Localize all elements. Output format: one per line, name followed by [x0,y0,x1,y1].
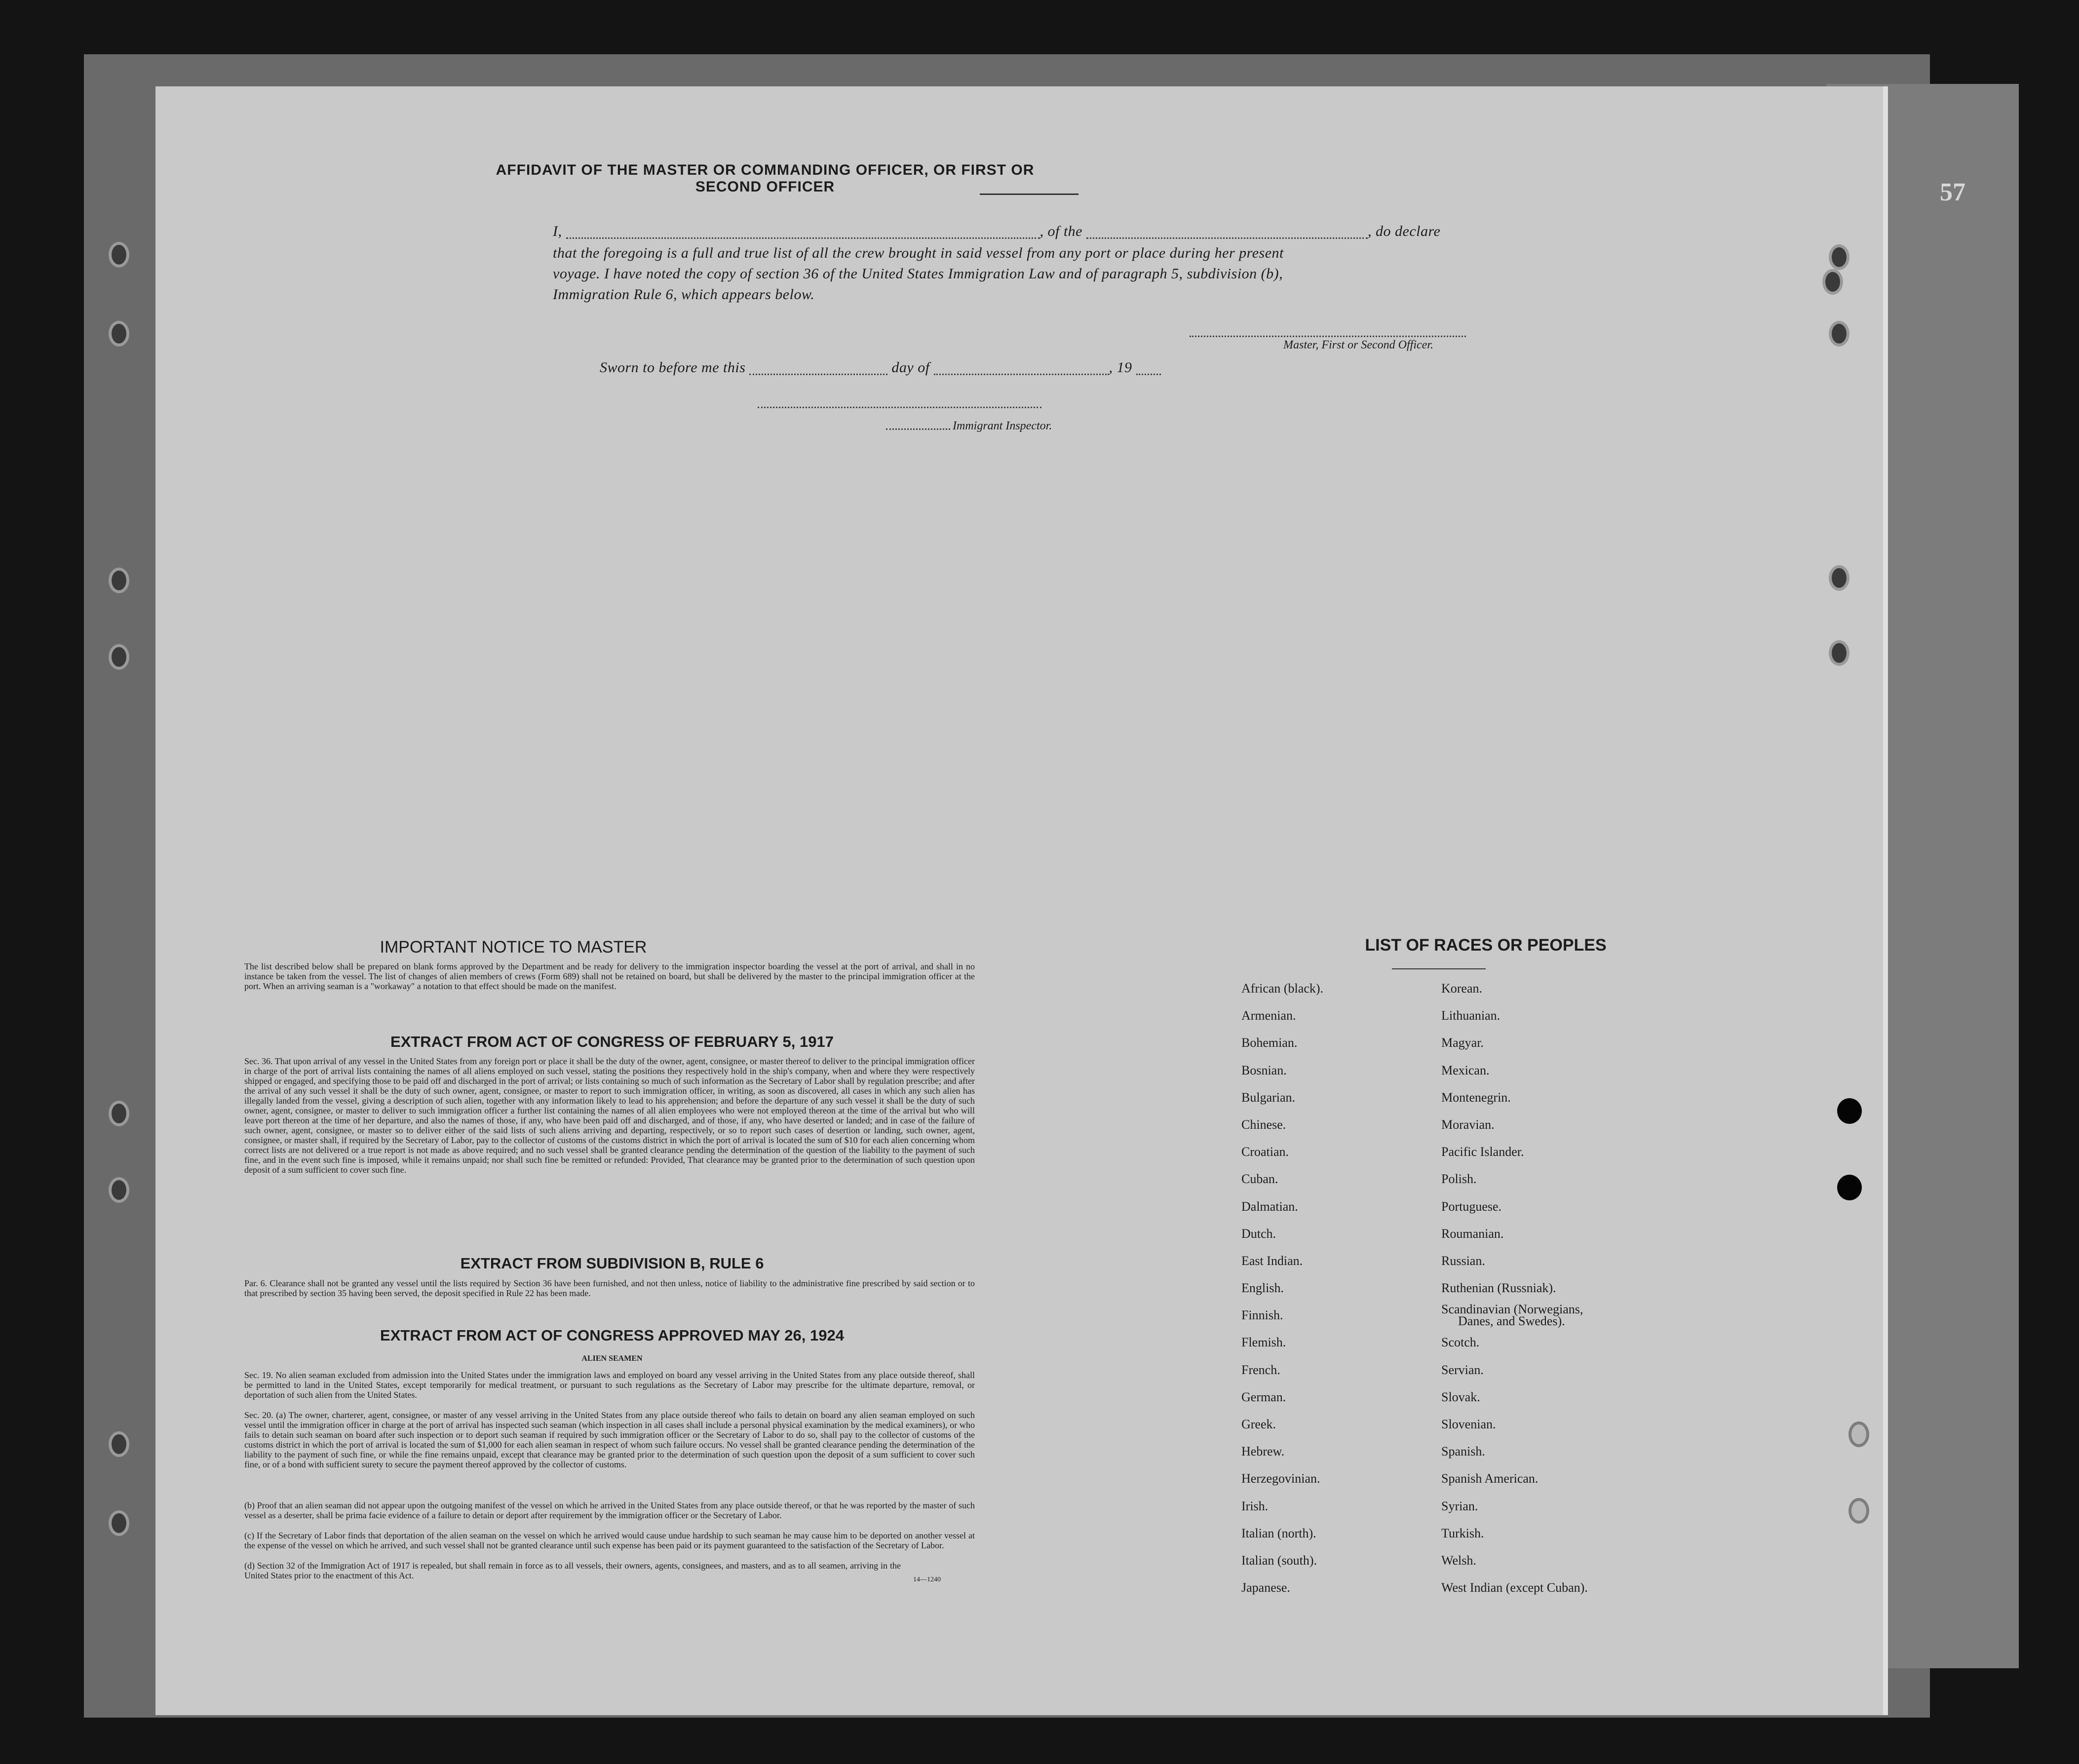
binder-hole-icon [109,644,129,670]
binder-hole-icon [109,242,129,268]
race-item: Welsh. [1441,1553,1476,1568]
races-title: LIST OF RACES OR PEOPLES [1365,936,1607,955]
race-item: Dutch. [1241,1226,1276,1241]
inspector-signature-line [758,407,1041,408]
rule-6-text: Par. 6. Clearance shall not be granted any vessel until the lists required by Section 36 have been furnished, and not then unless, notice of liability to the administrative fine prescribed by said section or to that prescribed by section 35 having been served, the deposit specified in Rule 22 has been made. [244,1278,975,1298]
binder-hole-icon [1829,640,1849,666]
race-item: Hebrew. [1241,1444,1285,1459]
extract-1917-title: EXTRACT FROM ACT OF CONGRESS OF FEBRUARY 5, 1917 [390,1033,834,1050]
extract-1924-sec20b: (b) Proof that an alien seaman did not appear upon the outgoing manifest of the vessel on which he arrived in the United States from any place outside thereof, or that he was reported by the master of such vessel as a deserter, shall be prima facie evidence of a failure to detain or deport after requirement by the immigration officer or the Secretary of Labor. [244,1500,975,1520]
race-item: Roumanian. [1441,1226,1504,1241]
sworn-year-blank [1136,363,1161,375]
affidavit-title: AFFIDAVIT OF THE MASTER OR COMMANDING OFFICER, OR FIRST OR SECOND OFFICER [496,162,1035,195]
race-item: West Indian (except Cuban). [1441,1580,1588,1595]
page-edge [1883,86,1888,1715]
race-item: Greek. [1241,1417,1276,1431]
binder-hole-icon [109,568,129,593]
declaration-line-3: voyage. I have noted the copy of section 36 of the United States Immigration Law and of paragraph 5, subdivision (b), [553,266,1283,282]
race-item: Slovak. [1441,1389,1480,1404]
race-item: Servian. [1441,1362,1484,1377]
race-item: Mexican. [1441,1063,1490,1077]
binder-hole-icon [1822,269,1843,295]
name-blank [566,227,1040,239]
race-item: Ruthenian (Russniak). [1441,1281,1556,1296]
title-rule [980,193,1078,195]
binder-hole-icon [1837,1175,1862,1200]
race-item: Chinese. [1241,1117,1286,1132]
declaration-line-1 [553,223,1440,240]
race-item: Magyar. [1441,1035,1484,1050]
race-item: Dalmatian. [1241,1199,1298,1214]
races-left-column [1241,982,1323,1609]
sworn-day-blank [749,363,887,375]
master-signature-label: Master, First or Second Officer. [1283,339,1433,351]
rule-6-title: EXTRACT FROM SUBDIVISION B, RULE 6 [460,1255,764,1272]
sworn-line [600,359,1161,376]
binder-hole-icon [1848,1421,1869,1447]
binder-hole-icon [109,1177,129,1203]
notice-title: IMPORTANT NOTICE TO MASTER [380,938,647,957]
race-item: Korean. [1441,981,1483,996]
race-item: African (black). [1241,981,1324,996]
race-item: Bulgarian. [1241,1090,1296,1105]
race-item: Slovenian. [1441,1417,1496,1431]
race-item: Flemish. [1241,1335,1286,1350]
binder-hole-icon [1837,1098,1862,1124]
race-item: Spanish American. [1441,1471,1539,1486]
extract-1924-sec20c: (c) If the Secretary of Labor finds that deportation of the alien seaman on the vessel on which he arrived would cause undue hardship to such seaman he may cause him to be deported on another vessel at the expense of the vessel on which he arrived, and such vessel shall not be granted clearance until such expense has been paid or its payment guaranteed to the satisfaction of the Secretary of Labor. [244,1531,975,1550]
sworn-month-blank [934,363,1109,375]
binder-hole-icon [109,1431,129,1457]
alien-seamen-subtitle: ALIEN SEAMEN [581,1354,643,1363]
race-item: Scotch. [1441,1335,1480,1350]
declaration-do-declare: , do declare [1368,223,1441,239]
race-item: Herzegovinian. [1241,1471,1320,1486]
race-item: Turkish. [1441,1526,1484,1540]
binder-hole-icon [1829,244,1849,270]
extract-1924-sec20d: (d) Section 32 of the Immigration Act of 1917 is repealed, but shall remain in force as to all vessels, their owners, agents, consignees, and masters, and as to all seamen, arriving in the United States prior to the enactment of this Act. [244,1561,901,1580]
races-right-column [1441,982,1588,1609]
year-label: , 19 [1109,359,1132,376]
binder-hole-icon [109,1510,129,1536]
race-item: Irish. [1241,1498,1269,1513]
race-item: Japanese. [1241,1580,1290,1595]
extract-1924-sec19: Sec. 19. No alien seaman excluded from admission into the United States under the immigration laws and employed on board any vessel arriving in the United States from any place outside thereof, shall be permitted to land in the United States, except temporarily for medical treatment, or pursuant to such regulations as the Secretary of Labor may prescribe for the ultimate departure, removal, or deportation of such alien from the United States. [244,1370,975,1400]
races-title-rule [1392,968,1486,969]
race-item: Russian. [1441,1253,1485,1268]
race-item: Lithuanian. [1441,1008,1501,1023]
extract-1924-sec20a: Sec. 20. (a) The owner, charterer, agent, consignee, or master of any vessel arriving in the United States from any place outside thereof who fails to detain on board any alien seaman employed on such vessel until the immigration officer in charge at the port of arrival has inspected such seaman (which inspection in all cases shall include a personal physical examination by the medical examiners), or who fails to detain such seaman on board after such inspection or to deport such seaman if required by such immigration officer or the Secretary of Labor to do so, shall pay to the collector of customs of the customs district in which the port of arrival is located the sum of $1,000 for each alien seaman in respect of whom such failure occurs. No vessel shall be granted clearance pending the determination of the liability to the payment of such fine, or while the fine remains unpaid, except that clearance may be granted prior to the determination of such question upon the deposit of a sum sufficient to cover such fine, or of a bond with sufficient surety to secure the payment thereof approved by the collector of customs. [244,1410,975,1469]
race-item: Italian (north). [1241,1526,1316,1540]
race-item: Spanish. [1441,1444,1485,1459]
race-item: Bohemian. [1241,1035,1298,1050]
extract-1924-title: EXTRACT FROM ACT OF CONGRESS APPROVED MAY 26, 1924 [380,1327,844,1344]
master-signature-line [1190,336,1466,337]
race-item: Finnish. [1241,1308,1283,1323]
race-item: English. [1241,1281,1284,1296]
declaration-line-2: that the foregoing is a full and true list of all the crew brought in said vessel from any port or place during her present [553,245,1284,261]
race-item-continued: Danes, and Swedes). [1458,1314,1565,1329]
binder-hole-icon [109,1101,129,1126]
declaration-i: I, [553,223,562,239]
race-item: Bosnian. [1241,1063,1287,1077]
binder-hole-icon [109,321,129,346]
race-item: Cuban. [1241,1172,1278,1187]
race-item: Polish. [1441,1172,1477,1187]
race-item: German. [1241,1389,1286,1404]
race-item: Italian (south). [1241,1553,1317,1568]
inspector-signature-label: Immigrant Inspector. [953,420,1052,432]
declaration-of-the: , of the [1040,223,1082,239]
race-item: Croatian. [1241,1145,1289,1159]
binder-hole-icon [1848,1498,1869,1524]
race-item: Portuguese. [1441,1199,1502,1214]
race-item: Moravian. [1441,1117,1495,1132]
inspector-signature-lead [886,428,950,430]
day-of-label: day of [891,359,930,376]
notice-text: The list described below shall be prepared on blank forms approved by the Department and be ready for delivery to the immigration inspector boarding the vessel at the port of arrival, and shall in no instance be taken from the vessel. The list of changes of alien members of crews (Form 689) shall not be retained on board, but shall be delivered by the master to the principal immigration officer at the port. When an arriving seaman is a "workaway" a notation to that effect should be made on the manifest. [244,961,975,991]
race-item: Syrian. [1441,1498,1478,1513]
binder-hole-icon [1829,565,1849,591]
declaration-line-4: Immigration Rule 6, which appears below. [553,286,815,303]
form-number: 14—1240 [913,1576,941,1583]
race-item: Pacific Islander. [1441,1145,1524,1159]
sworn-label: Sworn to before me this [600,359,746,376]
race-item: East Indian. [1241,1253,1303,1268]
race-item: Armenian. [1241,1008,1296,1023]
form-page [155,86,1883,1715]
vessel-blank [1086,227,1368,239]
race-item: French. [1241,1362,1280,1377]
binder-hole-icon [1829,321,1849,346]
race-item: Scandinavian (Norwegians, [1441,1302,1583,1317]
page-number: 57 [1940,178,1965,206]
race-item-scandinavian [1441,1302,1588,1336]
extract-1917-text: Sec. 36. That upon arrival of any vessel in the United States from any foreign port or place it shall be the duty of the owner, agent, consignee, or master thereof to deliver to the principal immigration officer in charge of the port of arrival lists containing the names of all aliens employed on such vessel, stating the positions they respectively hold in the ship's company, when and where they were respectively shipped or engaged, and specifying those to be paid off and discharged in the port of arrival; or lists containing so much of such information as the Secretary of Labor shall by regulation prescribe; and after the arrival of any such vessel it shall be the duty of such owner, agent, consignee, or master to report to such immigration officer, in writing, as soon as discovered, all cases in which any such alien has illegally landed from the vessel, giving a description of such alien, together with any information likely to lead to his apprehension; and before the departure of any such vessel it shall be the duty of such owner, agent, consignee, or master to deliver to such immigration officer a further list containing the names of all alien employees who were not employed thereon at the time of the arrival but who will leave port thereon at the time of her departure, and also the names of those, if any, who have been paid off and discharged, and of those, if any, who have deserted or landed; and in case of the failure of such owner, agent, consignee, or master so to deliver either of the said lists of such aliens arriving and departing, respectively, or so to report such cases of desertion or landing, such owner, agent, consignee, or master shall, if required by the Secretary of Labor, pay to the collector of customs of the customs district in which the port of arrival is located the sum of $10 for each alien concerning whom correct lists are not delivered or a true report is not made as above required; and no such vessel shall be granted clearance pending the determination of the question of the liability to the payment of such fine, and in the event such fine is imposed, while it remains unpaid; nor shall such fine be remitted or refunded: Provided, That clearance may be granted prior to the determination of such question upon deposit of a sum sufficient to cover such fine. [244,1056,975,1175]
race-item: Montenegrin. [1441,1090,1511,1105]
